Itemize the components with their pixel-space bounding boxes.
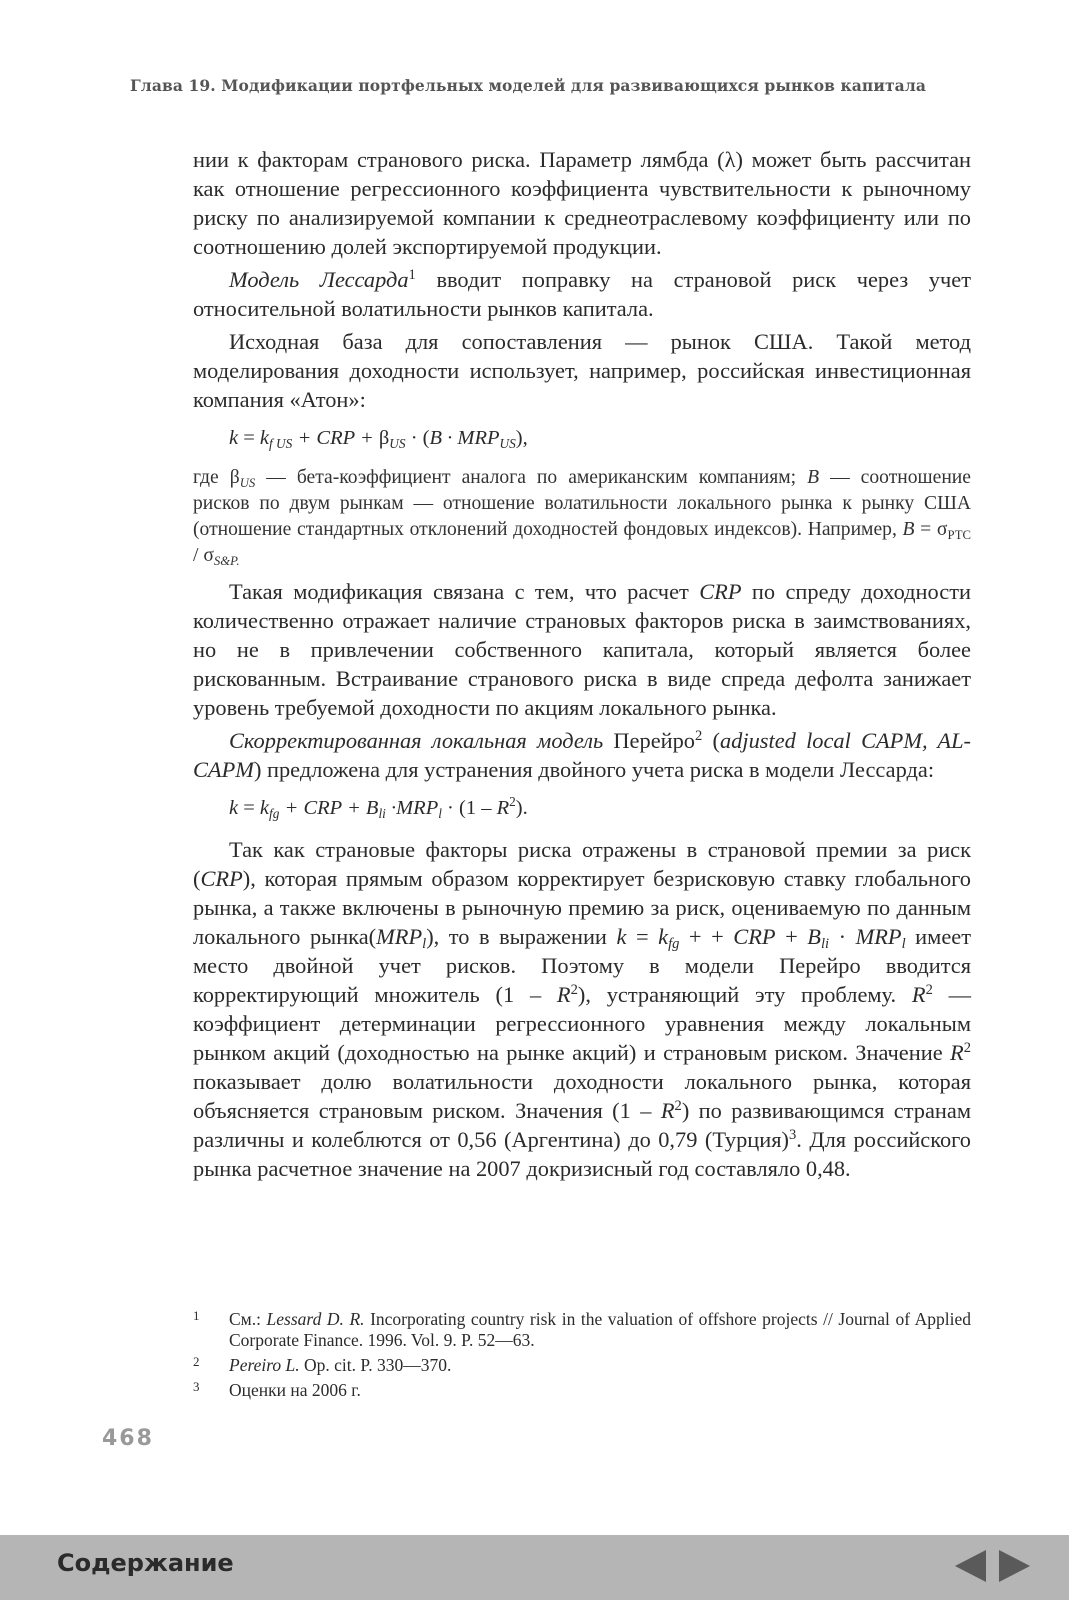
previous-page-button[interactable] [952, 1547, 990, 1585]
footnotes [193, 1309, 971, 1405]
footnote-ref-1[interactable]: 1 [408, 267, 416, 283]
navigation-bar [0, 1535, 1069, 1600]
footnote-1: 1 См.: Lessard D. R. Incorporating country risk in the valuation of offshore projects // Journal of Applied Corporate Finance. 1996. Vol. 9. P. 52—63. [193, 1309, 971, 1351]
paragraph-4: Такая модификация связана с тем, что расчет CRP по спреду доходности количественно отражает наличие страновых факторов риска в заимствованиях, но не в привлечении собственного капитала, который является более рискованным. Встраивание странового риска в виде спреда дефолта занижает уровень требуемой доходности по акциям локального рынка. [193, 579, 971, 720]
model-name: Модель Лессарда [229, 267, 409, 292]
paragraph-1: нии к факторам странового риска. Параметр лямбда (λ) может быть рассчитан как отношение регрессионного коэффициента чувствительности к рыночному риску по анализируемой компании к среднеотраслевому коэффициенту или по соотношению долей экспортируемой продукции. [193, 147, 971, 259]
running-title: Глава 19. Модификации портфельных моделей для развивающихся рынков капитала [130, 76, 926, 95]
footnote-3: 3 Оценки на 2006 г. [193, 1380, 971, 1401]
formula-pereiro: $k = k_{fg}$ + CRP + $B_{li} \cdot MRP_l \cdot (1 - R^2)$. [229, 794, 528, 821]
paragraph-5: Скорректированная локальная модель Перейро$^2$ (adjusted local CAPM, AL-CAPM) предложена для устранения двойного учета риска в модели Лессарда: [193, 728, 972, 782]
footnote-number: 1 [193, 1308, 200, 1323]
next-page-button[interactable] [995, 1547, 1033, 1585]
footnote-number: 2 [193, 1354, 200, 1369]
main-text [193, 145, 971, 1183]
paragraph-6: Так как страновые факторы риска отражены в страновой премии за риск (CRP), которая прямым образом корректирует безрисковую ставку глобального рынка, а также включены в рыночную премию за риск, оцениваемую по данным локального $рынка(MRP_l)$, то в выражении $k = k_{fg}$ + + CRP + $B_{li} \cdot MRP_l$ имеет место двойной учет рисков. Поэтому в модели Перейро вводится корректирующий множитель $(1 - R^2)$, устраняющий эту проблему. $R^2$ — коэффициент детерминации регрессионного уравнения между локальным рынком акций (доходностью на рынке акций) и страновым риском. Значение $R^2$ показывает долю волатильности доходности локального рынка, которая объясняется страновым риском. Значения $(1 - R^2)$ по развивающимся странам различны и колеблются от 0,56 (Аргентина) до 0,79 (Турция)$^3$. Для российского рынка расчетное значение на 2007 докризисный год составляло 0,48. [193, 837, 971, 1181]
triangle-right-icon [995, 1547, 1033, 1585]
footnote-2: 2 Pereiro L. Op. cit. P. 330—370. [193, 1355, 971, 1376]
paragraph-2: Модель Лессарда$^1$ вводит поправку на страновой риск через учет относительной волатильности рынков капитала. [193, 267, 971, 321]
triangle-left-icon [952, 1547, 990, 1585]
footnote-ref-3[interactable]: 3 [789, 1127, 797, 1143]
formula-lessard: $k = k_{f US}$ + CRP + $\beta_{US} \cdot (B \cdot MRP_{US})$, [229, 427, 528, 451]
paragraph-3: Исходная база для сопоставления — рынок США. Такой метод моделирования доходности использует, например, российская инвестиционная компания «Атон»: [193, 329, 971, 412]
footnote-number: 3 [193, 1379, 200, 1394]
footnote-ref-2[interactable]: 2 [695, 728, 703, 744]
page-number: 468 [102, 1426, 154, 1451]
contents-link[interactable]: Содержание [57, 1549, 234, 1577]
formula-explanation: где $\beta_{US}$ — бета-коэффициент аналога по американским компаниям; B — соотношение рисков по двум рынкам — отношение волатильности локального рынка к рынку США (отношение стандартных отклонений доходностей фондовых индексов). Например, $B = \sigma_{РТС} / \sigma_{S\&P.}$ [193, 467, 971, 568]
